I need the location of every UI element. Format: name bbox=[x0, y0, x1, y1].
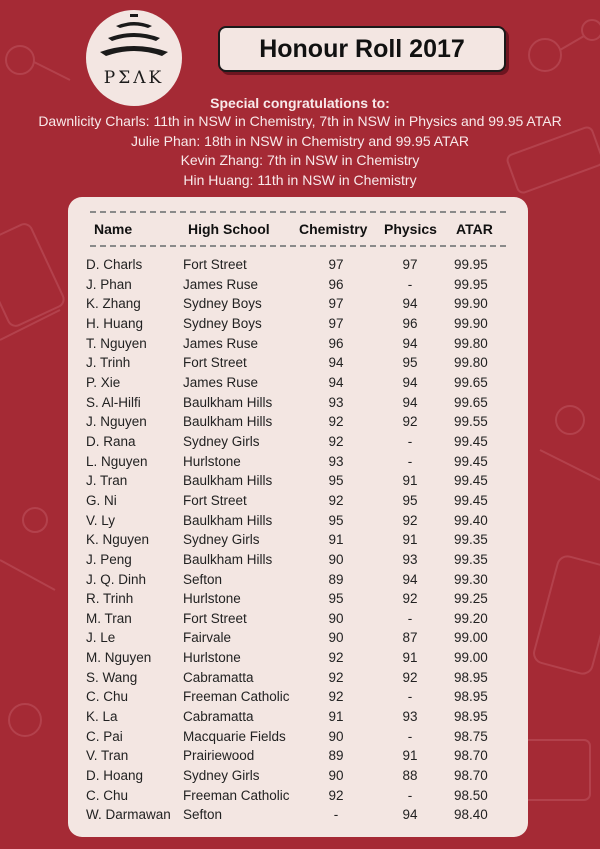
header-physics: Physics bbox=[384, 221, 437, 237]
cell-name: L. Nguyen bbox=[86, 453, 148, 469]
cell-name: J. Q. Dinh bbox=[86, 571, 147, 587]
table-row bbox=[68, 628, 528, 648]
cell-atar: 99.95 bbox=[454, 276, 488, 292]
cell-school: Cabramatta bbox=[183, 669, 254, 685]
cell-chemistry: 92 bbox=[328, 689, 344, 705]
cell-name: D. Rana bbox=[86, 433, 136, 449]
cell-name: V. Tran bbox=[86, 748, 129, 764]
cell-chemistry: 94 bbox=[328, 355, 344, 371]
cell-name: D. Hoang bbox=[86, 768, 144, 784]
cell-physics: 92 bbox=[402, 512, 418, 528]
cell-chemistry: 92 bbox=[328, 414, 344, 430]
cell-chemistry: 90 bbox=[328, 768, 344, 784]
table-row bbox=[68, 314, 528, 334]
table-row bbox=[68, 334, 528, 354]
table-row bbox=[68, 412, 528, 432]
cell-physics: 91 bbox=[402, 473, 418, 489]
cell-school: Fort Street bbox=[183, 257, 247, 272]
cell-school: Sefton bbox=[183, 807, 223, 823]
cell-physics: 94 bbox=[402, 296, 418, 312]
cell-chemistry: - bbox=[333, 807, 339, 823]
cell-physics: - bbox=[407, 433, 413, 449]
cell-chemistry: 95 bbox=[328, 473, 344, 489]
cell-chemistry: 97 bbox=[328, 315, 344, 331]
cell-chemistry: 95 bbox=[328, 591, 344, 607]
table-row bbox=[68, 452, 528, 472]
cell-chemistry: 92 bbox=[328, 787, 344, 803]
header-divider bbox=[90, 245, 506, 247]
cell-atar: 99.45 bbox=[454, 433, 488, 449]
table-row bbox=[68, 805, 528, 825]
header-school: High School bbox=[188, 221, 270, 237]
header-chemistry: Chemistry bbox=[299, 221, 368, 237]
cell-physics: 95 bbox=[402, 492, 418, 508]
cell-name: D. Charls bbox=[86, 257, 143, 272]
cell-name: K. La bbox=[86, 709, 118, 725]
cell-chemistry: 90 bbox=[328, 551, 344, 567]
cell-atar: 99.20 bbox=[454, 610, 488, 626]
cell-physics: 94 bbox=[402, 394, 418, 410]
congrats-line: Kevin Zhang: 7th in NSW in Chemistry bbox=[180, 152, 420, 168]
cell-school: Hurlstone bbox=[183, 453, 241, 469]
cell-name: J. Le bbox=[86, 630, 116, 646]
cell-atar: 99.00 bbox=[454, 650, 488, 666]
cell-atar: 98.70 bbox=[454, 748, 488, 764]
cell-school: Freeman Catholic bbox=[183, 689, 290, 705]
cell-name: T. Nguyen bbox=[86, 335, 147, 351]
table-row bbox=[68, 668, 528, 688]
table-row bbox=[68, 255, 528, 275]
cell-chemistry: 97 bbox=[328, 296, 344, 312]
cell-chemistry: 92 bbox=[328, 650, 344, 666]
cell-name: G. Ni bbox=[86, 492, 117, 508]
table-row bbox=[68, 746, 528, 766]
cell-chemistry: 91 bbox=[328, 709, 344, 725]
cell-atar: 99.45 bbox=[454, 473, 488, 489]
cell-physics: - bbox=[407, 453, 413, 469]
cell-atar: 98.50 bbox=[454, 787, 488, 803]
cell-name: P. Xie bbox=[86, 374, 121, 390]
table-row bbox=[68, 766, 528, 786]
cell-atar: 99.35 bbox=[454, 532, 488, 548]
cell-physics: 94 bbox=[402, 807, 418, 823]
table-row bbox=[68, 530, 528, 550]
cell-name: H. Huang bbox=[86, 315, 144, 331]
cell-physics: 93 bbox=[402, 709, 418, 725]
cell-physics: - bbox=[407, 689, 413, 705]
cell-physics: - bbox=[407, 610, 413, 626]
cell-school: Fort Street bbox=[183, 492, 247, 508]
cell-atar: 99.25 bbox=[454, 591, 488, 607]
header-atar: ATAR bbox=[456, 221, 493, 237]
cell-chemistry: 94 bbox=[328, 374, 344, 390]
top-divider bbox=[90, 211, 506, 213]
cell-physics: 91 bbox=[402, 650, 418, 666]
cell-atar: 99.95 bbox=[454, 257, 488, 272]
cell-chemistry: 93 bbox=[328, 394, 344, 410]
page-title: Honour Roll 2017 bbox=[218, 26, 506, 72]
cell-school: Baulkham Hills bbox=[183, 473, 273, 489]
cell-atar: 98.95 bbox=[454, 689, 488, 705]
cell-physics: 91 bbox=[402, 748, 418, 764]
cell-physics: 88 bbox=[402, 768, 418, 784]
cell-school: Sydney Boys bbox=[183, 296, 262, 312]
cell-physics: 92 bbox=[402, 591, 418, 607]
cell-school: Baulkham Hills bbox=[183, 512, 273, 528]
cell-atar: 98.70 bbox=[454, 768, 488, 784]
pagoda-icon bbox=[86, 10, 182, 70]
congrats-line: Hin Huang: 11th in NSW in Chemistry bbox=[183, 171, 417, 188]
cell-name: J. Peng bbox=[86, 551, 132, 567]
cell-chemistry: 89 bbox=[328, 571, 344, 587]
cell-chemistry: 93 bbox=[328, 453, 344, 469]
cell-atar: 99.40 bbox=[454, 512, 488, 528]
cell-chemistry: 90 bbox=[328, 728, 344, 744]
cell-school: James Ruse bbox=[183, 335, 259, 351]
cell-school: Sydney Girls bbox=[183, 433, 260, 449]
cell-school: James Ruse bbox=[183, 276, 259, 292]
table-row bbox=[68, 727, 528, 747]
honour-roll-table bbox=[68, 197, 528, 837]
cell-atar: 99.65 bbox=[454, 394, 488, 410]
cell-school: Hurlstone bbox=[183, 650, 241, 666]
table-row bbox=[68, 294, 528, 314]
cell-atar: 99.80 bbox=[454, 335, 488, 351]
cell-physics: 95 bbox=[402, 355, 418, 371]
table-row bbox=[68, 471, 528, 491]
congrats-line: Dawnlicity Charls: 11th in NSW in Chemistry, 7th in NSW in Physics and 99.95 ATAR bbox=[38, 113, 562, 129]
cell-name: K. Zhang bbox=[86, 296, 141, 312]
cell-physics: - bbox=[407, 787, 413, 803]
peak-logo bbox=[86, 10, 182, 106]
cell-school: Baulkham Hills bbox=[183, 394, 273, 410]
table-row bbox=[68, 373, 528, 393]
cell-atar: 99.35 bbox=[454, 551, 488, 567]
table-row bbox=[68, 589, 528, 609]
cell-atar: 99.90 bbox=[454, 296, 488, 312]
table-row bbox=[68, 786, 528, 806]
cell-atar: 98.75 bbox=[454, 728, 488, 744]
cell-chemistry: 92 bbox=[328, 433, 344, 449]
cell-physics: 87 bbox=[402, 630, 418, 646]
table-row bbox=[68, 570, 528, 590]
cell-name: J. Trinh bbox=[86, 355, 131, 371]
table-row bbox=[68, 511, 528, 531]
cell-chemistry: 96 bbox=[328, 276, 344, 292]
table-row bbox=[68, 491, 528, 511]
cell-physics: 92 bbox=[402, 414, 418, 430]
cell-atar: 98.40 bbox=[454, 807, 488, 823]
cell-name: S. Al-Hilfi bbox=[86, 394, 141, 410]
congrats-heading: Special congratulations to: bbox=[210, 95, 390, 111]
cell-chemistry: 96 bbox=[328, 335, 344, 351]
cell-atar: 99.55 bbox=[454, 414, 488, 430]
table-row bbox=[68, 432, 528, 452]
cell-physics: - bbox=[407, 276, 413, 292]
cell-physics: 97 bbox=[402, 257, 418, 272]
congrats-line: Julie Phan: 18th in NSW in Chemistry and 99.95 ATAR bbox=[131, 132, 469, 149]
cell-atar: 99.90 bbox=[454, 315, 488, 331]
cell-school: Macquarie Fields bbox=[183, 728, 286, 744]
cell-name: M. Tran bbox=[86, 610, 132, 626]
cell-physics: 91 bbox=[402, 532, 418, 548]
cell-name: C. Chu bbox=[86, 689, 129, 705]
cell-school: Fort Street bbox=[183, 610, 247, 626]
cell-atar: 98.95 bbox=[454, 709, 488, 725]
table-row bbox=[68, 275, 528, 295]
cell-school: James Ruse bbox=[183, 374, 259, 390]
cell-physics: 93 bbox=[402, 551, 418, 567]
cell-school: Prairiewood bbox=[183, 748, 255, 764]
cell-name: K. Nguyen bbox=[86, 532, 150, 548]
table-body bbox=[68, 255, 528, 825]
cell-chemistry: 91 bbox=[328, 532, 344, 548]
cell-chemistry: 92 bbox=[328, 669, 344, 685]
cell-name: V. Ly bbox=[86, 512, 116, 528]
special-congratulations bbox=[0, 94, 600, 190]
cell-school: Fairvale bbox=[183, 630, 232, 646]
cell-physics: 92 bbox=[402, 669, 418, 685]
cell-name: C. Pai bbox=[86, 728, 123, 744]
table-row bbox=[68, 687, 528, 707]
cell-physics: 94 bbox=[402, 374, 418, 390]
cell-chemistry: 92 bbox=[328, 492, 344, 508]
cell-chemistry: 89 bbox=[328, 748, 344, 764]
cell-school: Fort Street bbox=[183, 355, 247, 371]
cell-name: S. Wang bbox=[86, 669, 138, 685]
cell-atar: 99.30 bbox=[454, 571, 488, 587]
cell-physics: - bbox=[407, 728, 413, 744]
cell-school: Sydney Boys bbox=[183, 315, 262, 331]
cell-chemistry: 97 bbox=[328, 257, 344, 272]
cell-chemistry: 95 bbox=[328, 512, 344, 528]
table-row bbox=[68, 353, 528, 373]
table-row bbox=[68, 609, 528, 629]
cell-atar: 99.45 bbox=[454, 453, 488, 469]
cell-name: J. Tran bbox=[86, 473, 128, 489]
cell-name: C. Chu bbox=[86, 787, 129, 803]
cell-name: J. Phan bbox=[86, 276, 132, 292]
cell-physics: 94 bbox=[402, 335, 418, 351]
cell-school: Freeman Catholic bbox=[183, 787, 290, 803]
cell-school: Baulkham Hills bbox=[183, 414, 273, 430]
cell-chemistry: 90 bbox=[328, 630, 344, 646]
cell-name: R. Trinh bbox=[86, 591, 134, 607]
cell-atar: 99.65 bbox=[454, 374, 488, 390]
cell-physics: 94 bbox=[402, 571, 418, 587]
cell-school: Cabramatta bbox=[183, 709, 254, 725]
cell-atar: 99.80 bbox=[454, 355, 488, 371]
cell-school: Hurlstone bbox=[183, 591, 241, 607]
table-row bbox=[68, 550, 528, 570]
table-row bbox=[68, 393, 528, 413]
cell-atar: 98.95 bbox=[454, 669, 488, 685]
table-row bbox=[68, 648, 528, 668]
header-name: Name bbox=[94, 221, 133, 237]
cell-school: Sydney Girls bbox=[183, 768, 260, 784]
logo-wordmark: PΣΛK bbox=[103, 68, 165, 88]
cell-school: Sefton bbox=[183, 571, 223, 587]
cell-name: J. Nguyen bbox=[86, 414, 147, 430]
cell-school: Baulkham Hills bbox=[183, 551, 273, 567]
cell-school: Sydney Girls bbox=[183, 532, 260, 548]
cell-name: M. Nguyen bbox=[86, 650, 152, 666]
cell-physics: 96 bbox=[402, 315, 418, 331]
table-row bbox=[68, 707, 528, 727]
cell-chemistry: 90 bbox=[328, 610, 344, 626]
cell-atar: 99.45 bbox=[454, 492, 488, 508]
cell-name: W. Darmawan bbox=[86, 807, 171, 823]
cell-atar: 99.00 bbox=[454, 630, 488, 646]
